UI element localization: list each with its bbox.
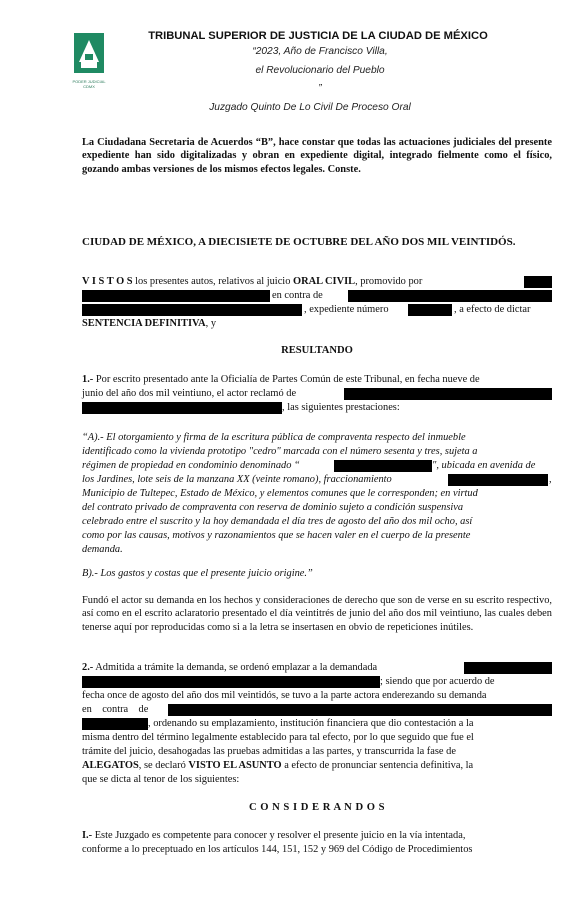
motto-line-3: ” [318, 83, 322, 94]
redaction [448, 474, 548, 486]
quote-a-line-4a: los Jardines, lote seis de la manzana XX (veinte romano), fraccionamiento [82, 474, 392, 485]
r2-line-9: que se dicta al tenor de los siguientes: [82, 774, 240, 785]
r2-line-2: ; siendo que por acuerdo de [380, 676, 495, 687]
considerandos-heading: C O N S I D E R A N D O S [248, 802, 386, 813]
r2-line-5: , ordenando su emplazamiento, institución financiera que dio contestación a la [148, 718, 474, 729]
r2-line-3: fecha once de agosto del año dos mil veintidós, se tuvo a la parte actora enderezando su demanda [82, 690, 487, 701]
quote-a-line-7: celebrado entre el suscrito y la hoy demandada el día tres de agosto del año dos mil ocho, así [82, 516, 473, 527]
vistos-lead: V I S T O S [82, 276, 133, 287]
redaction [524, 276, 552, 288]
quote-a-line-8: como por las causas, motivos y razonamientos que se hacen valer en el cuerpo de la presente [82, 530, 471, 541]
alegatos: ALEGATOS [82, 760, 139, 771]
c1-text-1: Este Juzgado es competente para conocer y resolver el presente juicio en la vía intentada, [92, 830, 466, 841]
vistos-y: , y [205, 318, 217, 329]
redaction [348, 290, 552, 302]
motto-line-1: “2023, Año de Francisco Villa, [252, 46, 388, 57]
resultando-heading: RESULTANDO [281, 345, 353, 356]
vistos-expediente: , expediente número [304, 304, 389, 315]
r2-text-1: Admitida a trámite la demanda, se ordenó emplazar a la demandada [93, 662, 378, 673]
motto-line-2: el Revolucionario del Pueblo [255, 65, 385, 76]
redaction [82, 290, 270, 302]
visto-el-asunto: VISTO EL ASUNTO [188, 760, 282, 771]
redaction [344, 388, 552, 400]
r2-lead: 2.- [82, 662, 94, 673]
r2-text-8b: , se declaró [138, 760, 189, 771]
r1-lead: 1.- [82, 374, 94, 385]
date-line: CIUDAD DE MÉXICO, A DIECISIETE DE OCTUBRE DEL AÑO DOS MIL VEINTIDÓS. [82, 236, 516, 248]
court-unit: Juzgado Quinto De Lo Civil De Proceso Oral [209, 102, 411, 113]
vistos-text-1: los presentes autos, relativos al juicio [132, 276, 293, 287]
logo-caption: PODER JUDICIAL CDMX [72, 79, 106, 89]
quote-a-line-2: identificado como la vivienda prototipo "cedro" marcada con el número sesenta y tres, sujeta a [82, 446, 478, 457]
r1-line-1 [82, 374, 552, 388]
vistos-text-3: , promovido por [355, 276, 423, 287]
r2-text-8d: a efecto de pronunciar sentencia definitiva, la [281, 760, 474, 771]
quote-a-line-4b: , [549, 474, 552, 485]
vistos-en-contra: en contra de [272, 290, 323, 301]
redaction [82, 676, 380, 688]
r1-line-2: junio del año dos mil veintiuno, el actor reclamó de [82, 388, 297, 399]
vistos-line-4 [82, 318, 552, 332]
court-name: TRIBUNAL SUPERIOR DE JUSTICIA DE LA CIUDAD DE MÉXICO [148, 30, 488, 42]
redaction [408, 304, 452, 316]
redaction [464, 662, 552, 674]
r2-line-4: en contra de [82, 704, 149, 715]
r2-line-6: misma dentro del término legalmente establecido para tal efecto, por lo que seguido que fue el [82, 732, 474, 743]
quote-b: B).- Los gastos y costas que el presente juicio origine.” [82, 568, 313, 579]
redaction [334, 460, 432, 472]
r1-line-3: , las siguientes prestaciones: [282, 402, 400, 413]
redaction [168, 704, 552, 716]
redaction [82, 718, 148, 730]
c1-line-2: conforme a lo preceptuado en los artículos 144, 151, 152 y 969 del Código de Procedimientos [82, 844, 473, 855]
c1-line-1 [82, 830, 552, 844]
quote-a-line-1: “A).- El otorgamiento y firma de la escritura pública de compraventa respecto del inmueble [82, 432, 466, 443]
r1-text-1: Por escrito presentado ante la Oficialía de Partes Común de este Tribunal, en fecha nueve de [93, 374, 480, 385]
vistos-line-1 [82, 276, 552, 290]
quote-a-line-3a: régimen de propiedad en condominio denominado “ [82, 460, 300, 471]
fundo-paragraph: Fundó el actor su demanda en los hechos y consideraciones de derecho que son de verse en su escrito respectivo, así como en el escrito aclaratorio presentado el día veintitrés de junio del año dos mil veintiuno, las cuales deben tenerse aquí por reproducidas como si a la letra se insertasen en obvio de repeticiones inútiles. [82, 595, 552, 633]
r2-line-8 [82, 760, 552, 774]
redaction [82, 402, 282, 414]
quote-a-line-5: Municipio de Tultepec, Estado de México, y elementos comunes que le corresponden; en virtud [82, 488, 478, 499]
sentencia-definitiva: SENTENCIA DEFINITIVA [82, 318, 206, 329]
quote-a-line-3b: ", ubicada en avenida de [432, 460, 536, 471]
quote-a-line-6: del contrato privado de compraventa con reserva de dominio sujeto a condición suspensiva [82, 502, 464, 513]
c1-lead: I.- [82, 830, 93, 841]
quote-a-line-9: demanda. [82, 544, 123, 555]
vistos-efecto: , a efecto de dictar [454, 304, 531, 315]
vistos-oral-civil: ORAL CIVIL [293, 276, 356, 287]
r2-line-7: trámite del juicio, desahogadas las pruebas admitidas a las partes, y transcurrida la fase de [82, 746, 456, 757]
certification-paragraph: La Ciudadana Secretaria de Acuerdos “B”, hace constar que todas las actuaciones judiciales del presente expediente han sido digitalizadas y obran en expediente digital, integrado fielmente como el físico, gozando ambas versiones de los mismos efectos legales. Conste. [82, 137, 552, 175]
redaction [82, 304, 302, 316]
